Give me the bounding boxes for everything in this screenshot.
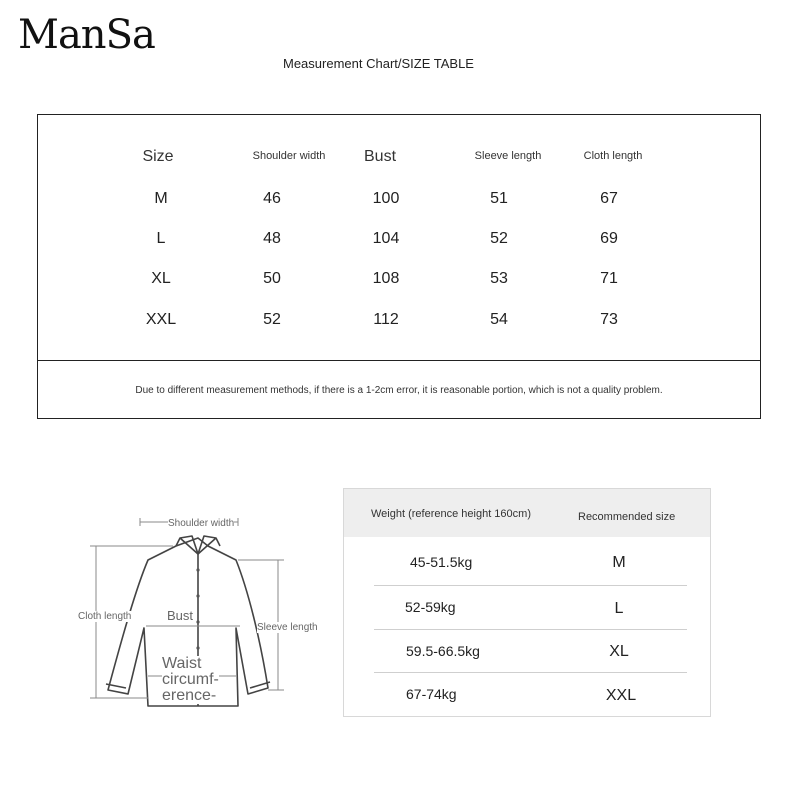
header-sleeve-length: Sleeve length <box>474 150 542 162</box>
header-bust: Bust <box>363 148 397 165</box>
cell-size: XXL <box>145 311 177 328</box>
shirt-diagram <box>78 508 333 713</box>
cell-size: L <box>156 230 166 247</box>
header-weight: Weight (reference height 160cm) <box>371 508 531 520</box>
cell-bust: 104 <box>372 230 400 247</box>
cell-cloth-length: 67 <box>600 190 618 207</box>
weight-value: 52-59kg <box>405 599 456 615</box>
label-bust: Bust <box>167 608 194 623</box>
cell-shoulder-width: 46 <box>263 190 281 207</box>
label-waist-line-2: circumf- <box>162 671 219 688</box>
recommended-size: M <box>612 554 626 571</box>
weight-table <box>343 488 711 717</box>
cell-shoulder-width: 52 <box>263 311 281 328</box>
header-shoulder-width: Shoulder width <box>252 150 326 162</box>
cell-shoulder-width: 48 <box>263 230 281 247</box>
weight-value: 59.5-66.5kg <box>406 643 480 659</box>
chart-title: Measurement Chart/SIZE TABLE <box>283 56 474 71</box>
label-waist-line-1: Waist <box>162 655 202 672</box>
cell-cloth-length: 69 <box>600 230 618 247</box>
cell-bust: 100 <box>372 190 400 207</box>
weight-table-header <box>344 489 710 537</box>
header-cloth-length: Cloth length <box>583 150 643 162</box>
measurement-note: Due to different measurement methods, if there is a 1-2cm error, it is reasonable portion, which is not a quality problem. <box>135 385 663 396</box>
cell-bust: 108 <box>372 270 400 287</box>
label-waist <box>162 656 219 704</box>
cell-size: M <box>154 190 168 207</box>
cell-sleeve-length: 51 <box>490 190 508 207</box>
label-sleeve-length: Sleeve length <box>257 622 318 633</box>
cell-shoulder-width: 50 <box>263 270 281 287</box>
weight-value: 45-51.5kg <box>410 554 473 570</box>
row-divider <box>374 585 687 586</box>
cell-size: XL <box>151 270 171 287</box>
table-divider <box>38 360 760 361</box>
label-shoulder-width: Shoulder width <box>168 518 235 529</box>
row-divider <box>374 672 687 673</box>
label-waist-line-3: erence- <box>162 687 217 704</box>
cell-cloth-length: 73 <box>600 311 618 328</box>
cell-bust: 112 <box>373 311 399 328</box>
cell-sleeve-length: 53 <box>490 270 508 287</box>
recommended-size: L <box>614 600 624 617</box>
header-size: Size <box>142 148 174 165</box>
cell-cloth-length: 71 <box>600 270 618 287</box>
cell-sleeve-length: 52 <box>490 230 508 247</box>
label-cloth-length: Cloth length <box>78 611 132 622</box>
recommended-size: XXL <box>605 687 637 704</box>
row-divider <box>374 629 687 630</box>
header-recommended-size: Recommended size <box>578 511 676 523</box>
size-table <box>37 114 761 419</box>
recommended-size: XL <box>609 643 629 660</box>
cell-sleeve-length: 54 <box>490 311 508 328</box>
weight-value: 67-74kg <box>406 686 457 702</box>
brand-logo: ManSa <box>18 12 155 58</box>
